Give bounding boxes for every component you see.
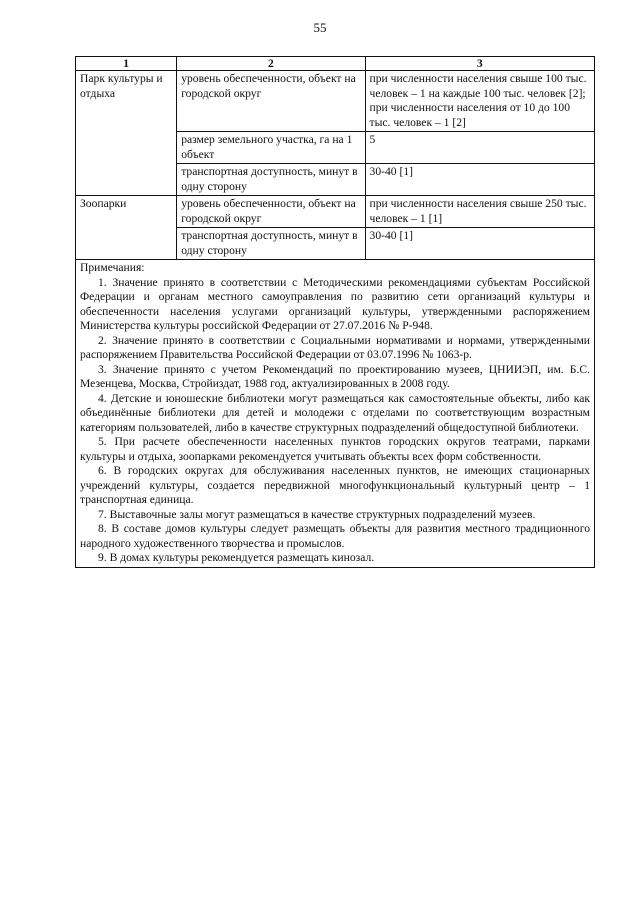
note-number: 8. <box>98 522 107 535</box>
value-cell: 30-40 [1] <box>365 164 594 196</box>
table-header-row <box>76 57 595 71</box>
note-text: Значение принято с учетом Рекомендаций по проектированию музеев, ЦНИИЭП, им. Б.С. Мезенцева, Москва, Стройиздат, 1988 год, актуализированных в 2008 году. <box>80 362 590 390</box>
note-item <box>80 276 590 334</box>
column-header: 3 <box>365 57 594 71</box>
note-item <box>80 392 590 436</box>
indicator-cell: транспортная доступность, минут в одну сторону <box>177 228 365 260</box>
table-row <box>76 196 595 228</box>
note-number: 3. <box>98 362 107 376</box>
notes-cell <box>76 260 595 568</box>
object-type-cell: Парк культуры и отдыха <box>76 71 177 196</box>
note-item <box>80 551 590 566</box>
value-line: при численности населения от 10 до 100 тыс. человек – 1 [2] <box>369 101 571 129</box>
note-number: 6. <box>98 464 107 477</box>
note-item <box>80 522 590 551</box>
note-number: 9. <box>98 551 107 564</box>
note-text: В домах культуры рекомендуется размещать кинозал. <box>109 551 375 564</box>
note-item <box>80 508 590 523</box>
column-header: 2 <box>177 57 365 71</box>
note-item <box>80 334 590 363</box>
object-type-cell: Зоопарки <box>76 196 177 260</box>
page-number: 55 <box>313 20 327 35</box>
value-cell: 30-40 [1] <box>365 228 594 260</box>
table-row <box>76 71 595 132</box>
note-text: В городских округах для обслуживания населенных пунктов, не имеющих стационарных учреждений культуры, создается передвижной многофункциональный культурный центр – 1 транспортная единица. <box>80 464 590 506</box>
note-item <box>80 363 590 392</box>
norms-table <box>75 56 595 568</box>
value-cell: при численности населения свыше 250 тыс. человек – 1 [1] <box>365 196 594 228</box>
indicator-cell: уровень обеспеченности, объект на городской округ <box>177 71 365 132</box>
note-item <box>80 435 590 464</box>
note-text: При расчете обеспеченности населенных пунктов городских округов театрами, парками культуры и отдыха, зоопарками рекомендуется учитывать объекты всех форм собственности. <box>80 435 591 463</box>
indicator-cell: уровень обеспеченности, объект на городской округ <box>177 196 365 228</box>
note-number: 4. <box>98 391 107 405</box>
indicator-cell: размер земельного участка, га на 1 объект <box>177 132 365 164</box>
note-text: Детские и юношеские библиотеки могут размещаться как самостоятельные объекты, либо как объединённые библиотеки для детей и молодежи с отделами по соответствующим возрастным категориям пользователей, либо в качестве структурных подразделений общедоступной библиотеки. <box>80 391 590 434</box>
note-item <box>80 464 590 508</box>
value-cell: 5 <box>365 132 594 164</box>
note-text: Значение принято в соответствии с Методическими рекомендациями субъектам Российской Федерации и органам местного самоуправления по развитию сети организаций культуры и обеспеченности населения услугами организаций культуры, утвержденными распоряжением Министерства культуры российской Федерации от 27.07.2016 № Р-948. <box>80 275 590 332</box>
indicator-cell: транспортная доступность, минут в одну сторону <box>177 164 365 196</box>
column-header: 1 <box>76 57 177 71</box>
note-number: 7. <box>98 507 107 521</box>
note-text: Выставочные залы могут размещаться в качестве структурных подразделений музеев. <box>109 507 536 521</box>
note-text: В составе домов культуры следует размещать объекты для развития местного традиционного народного художественного творчества и промыслов. <box>80 522 590 550</box>
note-number: 1. <box>98 275 107 289</box>
notes-title: Примечания: <box>80 261 145 274</box>
value-cell <box>365 71 594 132</box>
note-number: 5. <box>98 435 107 448</box>
note-text: Значение принято в соответствии с Социальными нормативами и нормами, утвержденными распоряжением Правительства Российской Федерации от 03.07.1996 № 1063-р. <box>80 333 590 361</box>
note-number: 2. <box>98 333 107 347</box>
notes-row <box>76 260 595 568</box>
value-line: при численности населения свыше 100 тыс. человек – 1 на каждые 100 тыс. человек [2]; <box>369 72 587 100</box>
